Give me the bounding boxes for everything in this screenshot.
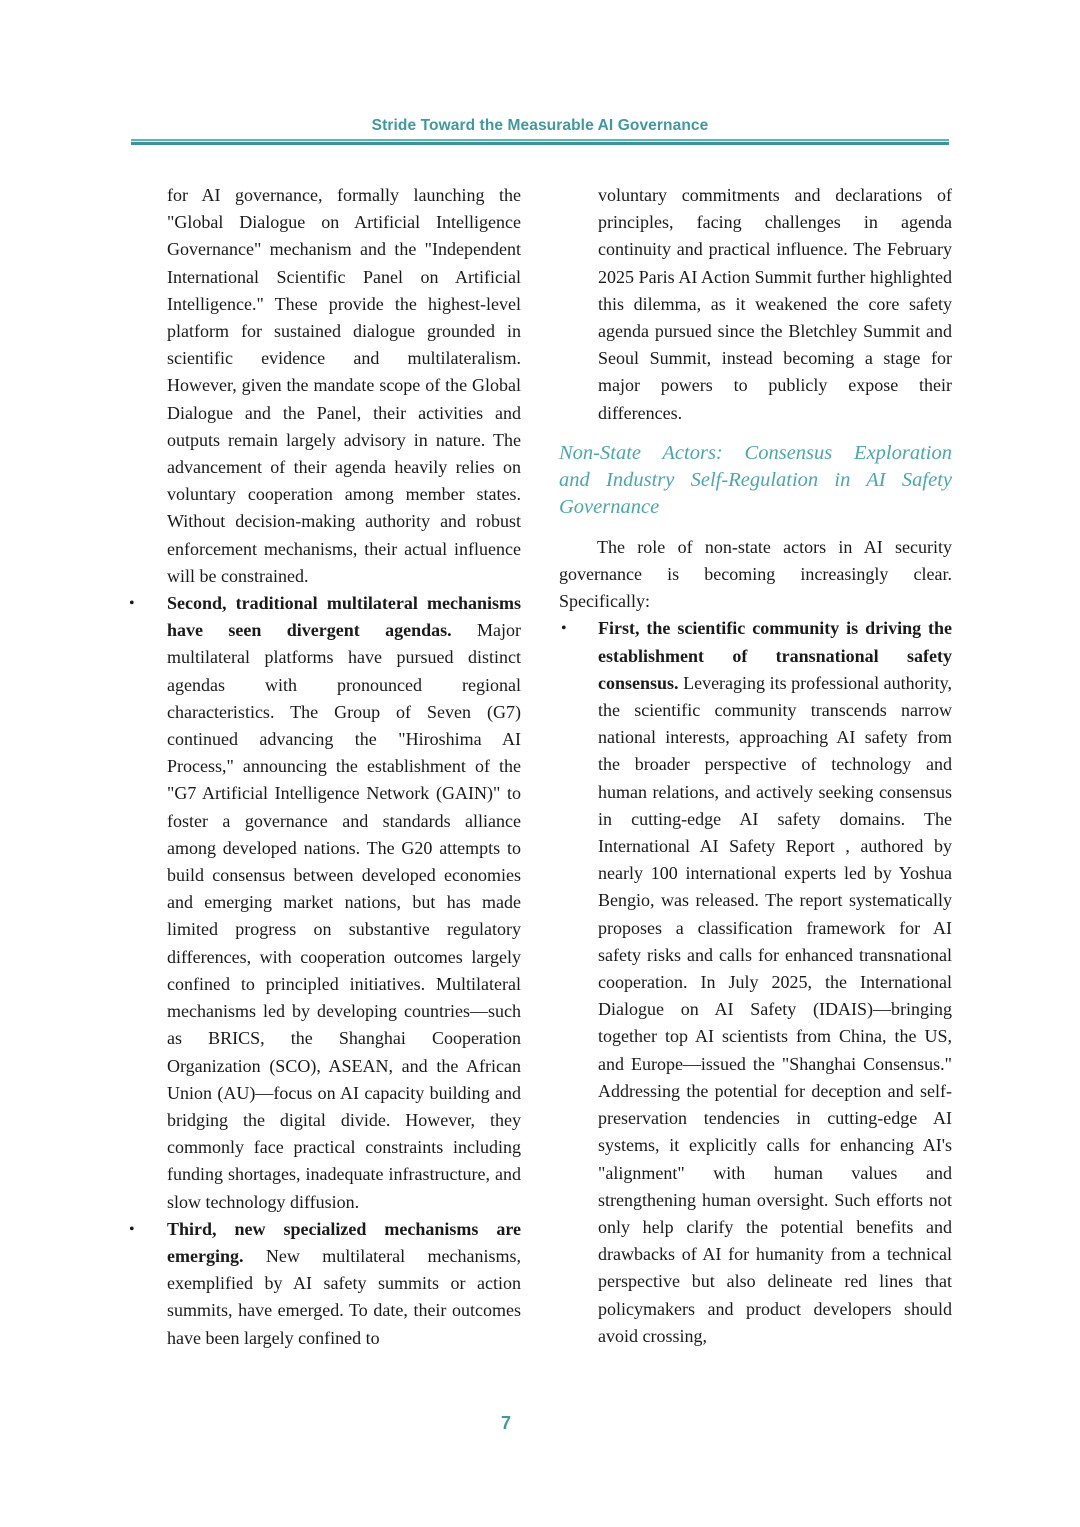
bullet-icon: • [129, 595, 135, 613]
page-number: 7 [500, 1413, 511, 1433]
list-item [129, 1216, 521, 1352]
bullet-text: Major multilateral platforms have pursued distinct agendas with pronounced regional characteristics. The Group of Seven (G7) continued advancing the "Hiroshima AI Process," announcing the establishment of the "G7 Artificial Intelligence Network (GAIN)" to foster a governance and standards alliance among developed nations. The G20 attempts to build consensus between developed economies and emerging market nations, but has made limited progress on substantive regulatory differences, with cooperation outcomes largely confined to principled initiatives. Multilateral mechanisms led by developing countries—such as BRICS, the Shanghai Cooperation Organization (SCO), ASEAN, and the African Union (AU)—focus on AI capacity building and bridging the digital divide. However, they commonly face practical constraints including funding shortages, inadequate infrastructure, and slow technology diffusion. [167, 620, 521, 1212]
bullet-icon: • [561, 620, 567, 638]
list-item [129, 590, 521, 1216]
bullet-icon: • [129, 1220, 135, 1238]
body-paragraph: The role of non-state actors in AI security governance is becoming increasingly clear. Specifically: [559, 536, 952, 612]
section-heading: Non-State Actors: Consensus Exploration and Industry Self-Regulation in AI Safety Governance [559, 441, 952, 518]
body-paragraph: for AI governance, formally launching the "Global Dialogue on Artificial Intelligence Governance" mechanism and the "Independent International Scientific Panel on Artificial Intelligence." These provide the highest-level platform for sustained dialogue grounded in scientific evidence and multilateralism. However, given the mandate scope of the Global Dialogue and the Panel, their activities and outputs remain largely advisory in nature. The advancement of their agenda heavily relies on voluntary cooperation among member states. Without decision-making authority and robust enforcement mechanisms, their actual influence will be constrained. [167, 185, 521, 586]
bullet-lead: Third, new specialized mechanisms are emerging. [167, 1218, 521, 1266]
bullet-lead: First, the scientific community is driving the establishment of transnational safety consensus. [598, 618, 952, 693]
bullet-lead: Second, traditional multilateral mechanisms have seen divergent agendas. [167, 593, 521, 641]
left-column [129, 182, 521, 1352]
running-header-title: Stride Toward the Measurable AI Governance [371, 117, 709, 134]
bullet-list [559, 615, 952, 1349]
bullet-text: Leveraging its professional authority, the scientific community transcends narrow national interests, approaching AI safety from the broader perspective of technology and human relations, and actively seeking consensus in cutting-edge AI safety domains. The International AI Safety Report , authored by nearly 100 international experts led by Yoshua Bengio, was released. The report systematically proposes a classification framework for AI safety risks and calls for enhanced transnational cooperation. In July 2025, the International Dialogue on AI Safety (IDAIS)—bringing together top AI scientists from China, the US, and Europe—issued the "Shanghai Consensus." Addressing the potential for deception and self-preservation tendencies in cutting-edge AI systems, it explicitly calls for enhancing AI's "alignment" with human values and strengthening human oversight. Such efforts not only help clarify the potential benefits and drawbacks of AI for humanity from a technical perspective but also delineate red lines that policymakers and product developers should avoid crossing, [598, 672, 952, 1346]
right-column [559, 182, 952, 1350]
header-divider-line [131, 142, 949, 145]
header-divider [131, 139, 949, 145]
bullet-text: New multilateral mechanisms, exemplified by AI safety summits or action summits, have emerged. To date, their outcomes have been largely confined to [167, 1245, 521, 1348]
body-paragraph: voluntary commitments and declarations of principles, facing challenges in agenda continuity and practical influence. The February 2025 Paris AI Action Summit further highlighted this dilemma, as it weakened the core safety agenda pursued since the Bletchley Summit and Seoul Summit, instead becoming a stage for major powers to publicly expose their differences. [598, 185, 952, 423]
bullet-list [129, 590, 521, 1352]
list-item [561, 615, 952, 1349]
